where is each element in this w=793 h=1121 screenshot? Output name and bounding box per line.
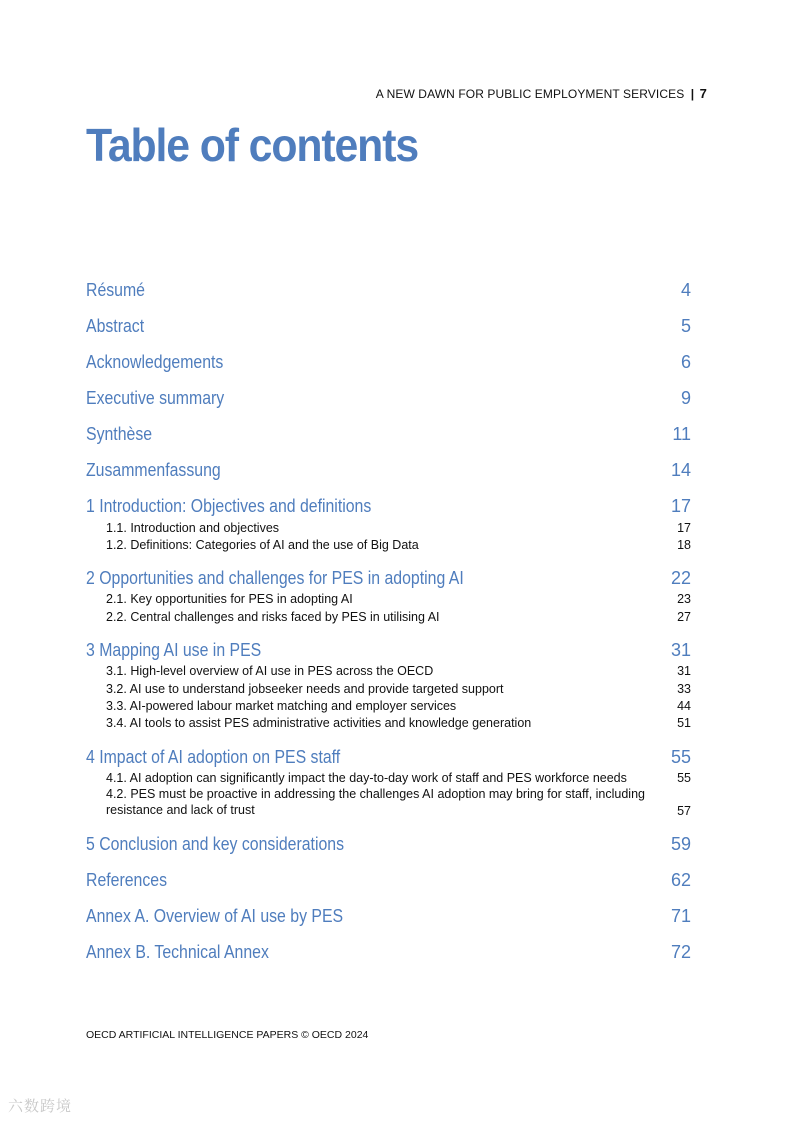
toc-entry-page: 9 [680,388,691,408]
toc-entry-annex-a[interactable] [86,905,691,927]
toc-entry-label: 2.2. Central challenges and risks faced by PES in utilising AI [106,610,440,624]
toc-entry-label: Zusammenfassung [86,460,221,480]
toc-entry-label: 1.2. Definitions: Categories of AI and the use of Big Data [106,538,419,552]
toc-entry-page: 27 [677,610,691,624]
toc-entry-page: 17 [677,521,691,535]
toc-section-4-1[interactable] [106,769,691,785]
toc-entry-page: 71 [670,906,691,926]
toc-entry-references[interactable] [86,869,691,891]
toc-entry-label: 4.2. PES must be proactive in addressing the challenges AI adoption may bring for staff, including resistance and lack of trust [106,787,645,817]
toc-entry-label: Abstract [86,316,145,336]
toc-entry-label: 3.2. AI use to understand jobseeker needs and provide targeted support [106,682,504,696]
toc-chapter-1[interactable] [86,495,691,517]
toc-entry-acknowledgements[interactable] [86,351,691,373]
toc-entry-page: 55 [677,771,691,785]
running-title: A NEW DAWN FOR PUBLIC EMPLOYMENT SERVICES [375,87,685,101]
toc-entry-page: 57 [677,804,691,818]
toc-entry-page: 14 [670,460,691,480]
toc-entry-label: Annex B. Technical Annex [86,942,269,962]
toc-entry-page: 62 [670,870,691,890]
toc-entry-page: 17 [670,496,691,516]
toc-entry-label: 4 Impact of AI adoption on PES staff [86,747,341,767]
toc-entry-resume[interactable] [86,279,691,301]
toc-entry-label: 2 Opportunities and challenges for PES in adopting AI [86,568,464,588]
toc-section-1-1[interactable] [106,519,691,535]
toc-entry-label: Annex A. Overview of AI use by PES [86,906,344,926]
toc-entry-label: References [86,870,168,890]
toc-entry-label: Acknowledgements [86,352,224,372]
toc-entry-label: Synthèse [86,424,153,444]
toc-section-3-3[interactable] [106,697,691,713]
toc-entry-page: 72 [670,942,691,962]
toc-entry-abstract[interactable] [86,315,691,337]
toc-entry-label: 3.4. AI tools to assist PES administrative activities and knowledge generation [106,716,532,730]
toc-chapter-5[interactable] [86,833,691,855]
toc-entry-label: 4.1. AI adoption can significantly impact the day-to-day work of staff and PES workforce needs [106,771,627,785]
watermark: 六数跨境 [8,1098,73,1115]
toc-entry-synthese[interactable] [86,423,691,445]
toc-section-1-2[interactable] [106,536,691,552]
header-separator: | [690,87,695,101]
toc-entry-label: 5 Conclusion and key considerations [86,834,345,854]
toc-entry-page: 5 [680,316,691,336]
toc-entry-executive-summary[interactable] [86,387,691,409]
toc-entry-label: 3.3. AI-powered labour market matching and employer services [106,699,457,713]
page-title: Table of contents [86,119,419,171]
toc-entry-label: Résumé [86,280,145,300]
toc-chapter-2[interactable] [86,567,691,589]
toc-entry-page: 22 [670,568,691,588]
toc-section-3-1[interactable] [106,662,691,678]
toc-entry-label: 1 Introduction: Objectives and definitions [86,496,372,516]
toc-chapter-3[interactable] [86,639,691,661]
toc-entry-page: 59 [670,834,691,854]
toc-entry-label: Executive summary [86,388,225,408]
toc-entry-page: 31 [677,664,691,678]
toc-entry-label: 3 Mapping AI use in PES [86,640,262,660]
toc-entry-zusammenfassung[interactable] [86,459,691,481]
running-header [376,86,707,101]
toc-entry-label: 1.1. Introduction and objectives [106,521,280,535]
toc-entry-page: 31 [670,640,691,660]
toc-entry-label: 3.1. High-level overview of AI use in PES across the OECD [106,664,434,678]
toc-entry-page: 51 [677,716,691,730]
toc-entry-label: 2.1. Key opportunities for PES in adopting AI [106,592,353,606]
toc-section-2-2[interactable] [106,608,691,624]
page-footer: OECD ARTIFICIAL INTELLIGENCE PAPERS © OECD 2024 [86,1029,369,1041]
toc-entry-page: 18 [677,538,691,552]
header-page-number: 7 [699,86,707,101]
toc-entry-page: 55 [670,747,691,767]
toc-entry-page: 33 [677,682,691,696]
toc-section-3-2[interactable] [106,680,691,696]
toc-entry-page: 6 [680,352,691,372]
toc-entry-page: 23 [677,592,691,606]
toc-section-3-4[interactable] [106,714,691,730]
toc-entry-page: 44 [677,699,691,713]
toc-entry-page: 11 [672,424,691,444]
toc-entry-annex-b[interactable] [86,941,691,963]
toc-section-4-2[interactable] [106,786,691,818]
toc-entry-page: 4 [680,280,691,300]
toc-section-2-1[interactable] [106,590,691,606]
toc-chapter-4[interactable] [86,746,691,768]
